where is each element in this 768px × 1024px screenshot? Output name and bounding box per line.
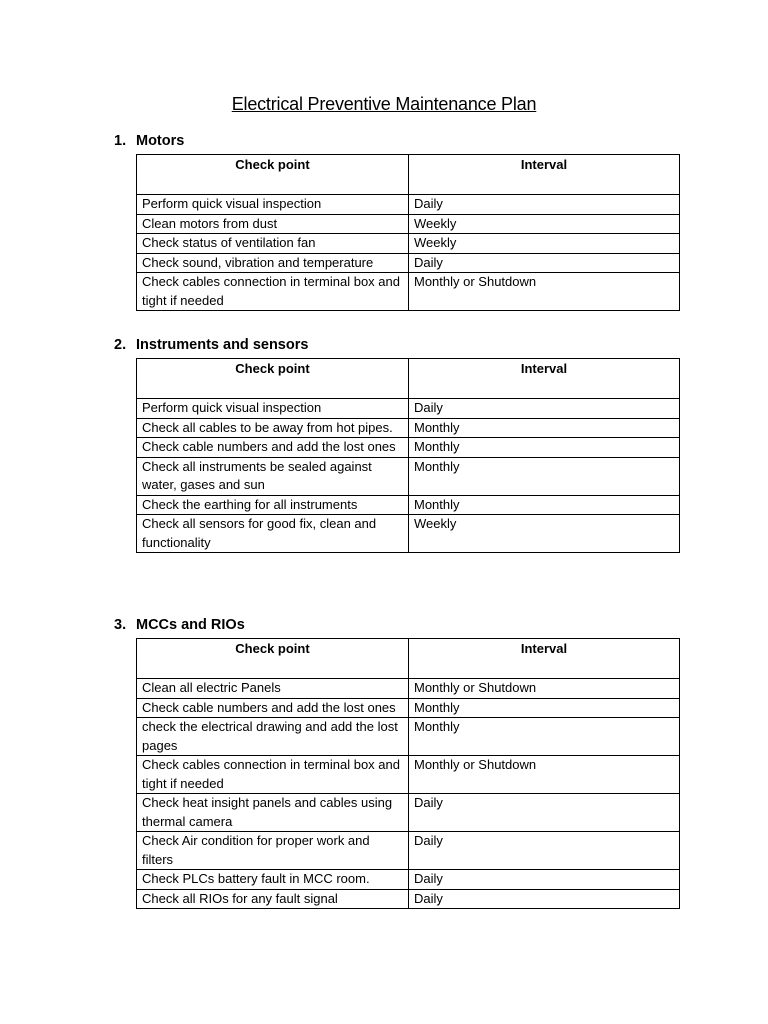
section-title: Instruments and sensors <box>136 337 309 353</box>
check-point-cell: Check Air condition for proper work and filters <box>137 832 409 870</box>
table-row <box>137 273 680 311</box>
interval-header: Interval <box>409 639 680 679</box>
check-point-cell: Perform quick visual inspection <box>137 399 409 419</box>
section-number: 3. <box>114 617 127 633</box>
interval-cell: Daily <box>409 399 680 419</box>
check-point-cell: Check cables connection in terminal box and tight if needed <box>137 756 409 794</box>
check-point-cell: Check heat insight panels and cables using thermal camera <box>137 794 409 832</box>
table-row <box>137 457 680 495</box>
interval-cell: Monthly or Shutdown <box>409 679 680 699</box>
interval-cell: Monthly <box>409 418 680 438</box>
check-point-cell: Check PLCs battery fault in MCC room. <box>137 870 409 890</box>
document-title: Electrical Preventive Maintenance Plan <box>231 94 537 114</box>
interval-cell: Daily <box>409 832 680 870</box>
check-point-header: Check point <box>137 639 409 679</box>
check-point-cell: Check cable numbers and add the lost ones <box>137 438 409 458</box>
check-point-cell: Check cable numbers and add the lost ones <box>137 698 409 718</box>
table-row <box>137 253 680 273</box>
table-header-row <box>137 359 680 399</box>
table-row <box>137 794 680 832</box>
check-point-cell: Perform quick visual inspection <box>137 195 409 215</box>
interval-header: Interval <box>409 155 680 195</box>
check-point-cell: check the electrical drawing and add the lost pages <box>137 718 409 756</box>
table-row <box>137 195 680 215</box>
table-row <box>137 418 680 438</box>
interval-cell: Monthly <box>409 495 680 515</box>
interval-cell: Monthly <box>409 438 680 458</box>
table-row <box>137 679 680 699</box>
interval-cell: Weekly <box>409 214 680 234</box>
section-heading-instruments <box>114 337 308 353</box>
table-row <box>137 515 680 553</box>
check-point-header: Check point <box>137 359 409 399</box>
check-point-cell: Clean all electric Panels <box>137 679 409 699</box>
table-row <box>137 698 680 718</box>
table-row <box>137 832 680 870</box>
section-heading-motors <box>114 133 184 149</box>
table-row <box>137 234 680 254</box>
interval-cell: Monthly <box>409 698 680 718</box>
section-heading-mccs <box>114 617 245 633</box>
table-row <box>137 214 680 234</box>
check-point-cell: Check the earthing for all instruments <box>137 495 409 515</box>
table-row <box>137 399 680 419</box>
check-point-cell: Check all RIOs for any fault signal <box>137 889 409 909</box>
motors-table <box>136 154 680 311</box>
interval-cell: Monthly or Shutdown <box>409 273 680 311</box>
table-row <box>137 438 680 458</box>
table-header-row <box>137 155 680 195</box>
section-number: 1. <box>114 133 127 149</box>
check-point-cell: Check status of ventilation fan <box>137 234 409 254</box>
interval-cell: Weekly <box>409 515 680 553</box>
section-number: 2. <box>114 337 127 353</box>
table-header-row <box>137 639 680 679</box>
interval-cell: Daily <box>409 195 680 215</box>
table-row <box>137 718 680 756</box>
table-row <box>137 870 680 890</box>
interval-cell: Daily <box>409 870 680 890</box>
check-point-cell: Clean motors from dust <box>137 214 409 234</box>
interval-cell: Monthly <box>409 718 680 756</box>
interval-cell: Weekly <box>409 234 680 254</box>
mccs-table <box>136 638 680 909</box>
interval-cell: Daily <box>409 253 680 273</box>
instruments-table <box>136 358 680 553</box>
check-point-cell: Check all cables to be away from hot pipes. <box>137 418 409 438</box>
check-point-header: Check point <box>137 155 409 195</box>
interval-cell: Daily <box>409 794 680 832</box>
interval-header: Interval <box>409 359 680 399</box>
section-title: Motors <box>136 133 185 149</box>
table-row <box>137 889 680 909</box>
table-row <box>137 756 680 794</box>
table-row <box>137 495 680 515</box>
interval-cell: Daily <box>409 889 680 909</box>
check-point-cell: Check all sensors for good fix, clean and functionality <box>137 515 409 553</box>
check-point-cell: Check cables connection in terminal box and tight if needed <box>137 273 409 311</box>
section-title: MCCs and RIOs <box>136 617 245 633</box>
check-point-cell: Check all instruments be sealed against water, gases and sun <box>137 457 409 495</box>
interval-cell: Monthly <box>409 457 680 495</box>
interval-cell: Monthly or Shutdown <box>409 756 680 794</box>
check-point-cell: Check sound, vibration and temperature <box>137 253 409 273</box>
